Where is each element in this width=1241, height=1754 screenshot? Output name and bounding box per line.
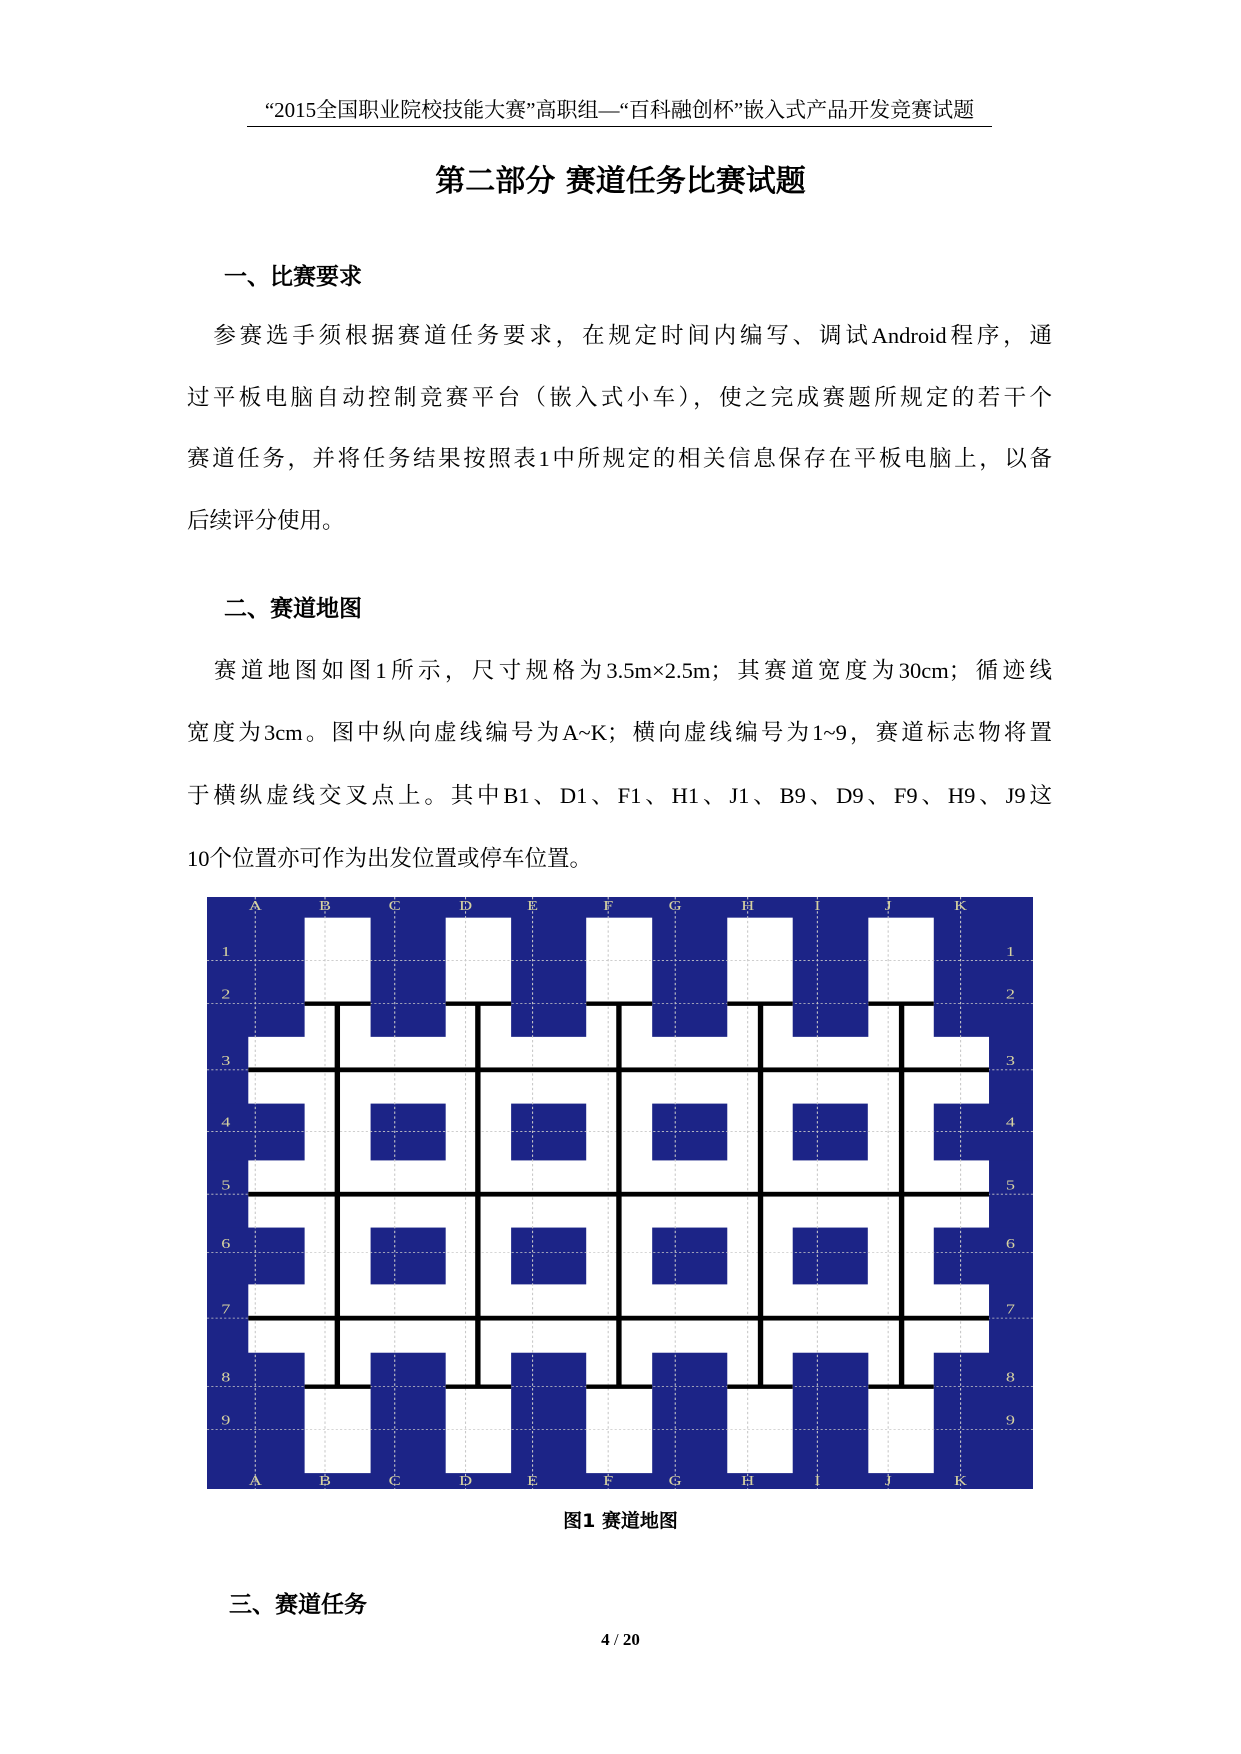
column-label: B (318, 899, 332, 914)
side-notch (934, 1104, 1033, 1161)
row-label: 4 (1005, 1115, 1016, 1131)
column-label: I (814, 899, 821, 914)
column-label: F (603, 899, 614, 914)
track-line-vertical (758, 1003, 763, 1386)
column-label: J (884, 1474, 892, 1489)
row-label: 3 (1005, 1054, 1016, 1069)
column-label: E (527, 899, 539, 914)
inner-block (511, 1104, 586, 1161)
column-label: J (884, 899, 892, 914)
row-label: 9 (1005, 1413, 1016, 1429)
column-label: F (603, 1474, 614, 1489)
page-total: 20 (622, 1630, 640, 1649)
inner-block (793, 1104, 868, 1161)
page-separator: / (613, 1630, 619, 1649)
column-label: G (668, 899, 682, 914)
track-line-vertical (335, 1003, 340, 1386)
section1-heading: 一、比赛要求 (224, 264, 362, 290)
row-label: 1 (221, 944, 231, 960)
inner-block (652, 1104, 727, 1161)
column-label: B (318, 1474, 332, 1489)
inner-block (793, 1228, 868, 1285)
column-label: E (527, 1474, 539, 1489)
row-label: 6 (221, 1236, 231, 1252)
section3-heading: 三、赛道任务 (229, 1592, 367, 1618)
row-label: 5 (1005, 1178, 1016, 1193)
row-label: 6 (1005, 1236, 1016, 1252)
inner-block (511, 1228, 586, 1285)
paragraph-line: 于横纵虚线交叉点上。其中B1、D1、F1、H1、J1、B9、D9、F9、H9、J9这 (187, 783, 1052, 808)
page-number (0, 1630, 1241, 1650)
side-notch (934, 1228, 1033, 1285)
row-label: 1 (1005, 944, 1016, 960)
track-line-vertical (475, 1003, 480, 1386)
row-label: 8 (1005, 1370, 1016, 1386)
page-current: 4 (601, 1630, 610, 1649)
column-label: C (388, 899, 401, 914)
row-label: 7 (1005, 1302, 1016, 1317)
column-label: I (814, 1474, 821, 1489)
paragraph-line: 过平板电脑自动控制竞赛平台（嵌入式小车），使之完成赛题所规定的若干个 (187, 385, 1052, 410)
section2-heading: 二、赛道地图 (224, 596, 362, 622)
column-label: A (248, 1474, 262, 1489)
column-label: K (954, 1474, 968, 1489)
paragraph-line: 宽度为3cm。图中纵向虚线编号为A~K；横向虚线编号为1~9，赛道标志物将置 (187, 720, 1052, 745)
figure-caption: 图1 赛道地图 (563, 1510, 678, 1532)
paragraph-line: 10个位置亦可作为出发位置或停车位置。 (187, 846, 593, 871)
paragraph-line: 赛道任务，并将任务结果按照表1中所规定的相关信息保存在平板电脑上，以备 (187, 446, 1052, 471)
inner-block (371, 1104, 446, 1161)
track-line-vertical (616, 1003, 621, 1386)
column-label: D (458, 899, 473, 914)
column-label: D (458, 1474, 473, 1489)
page-header: “2015全国职业院校技能大赛”高职组—“百科融创杯”嵌入式产品开发竞赛试题 (247, 94, 992, 127)
inner-block (371, 1228, 446, 1285)
column-label: G (668, 1474, 682, 1489)
row-label: 2 (221, 987, 231, 1003)
row-label: 4 (221, 1115, 231, 1131)
row-label: 9 (221, 1413, 231, 1429)
paragraph-line: 参赛选手须根据赛道任务要求，在规定时间内编写、调试Android程序，通 (187, 323, 1052, 348)
track-map (207, 897, 1033, 1489)
column-label: H (741, 1474, 755, 1489)
inner-block (652, 1228, 727, 1285)
row-label: 3 (221, 1054, 231, 1069)
row-label: 7 (221, 1302, 231, 1317)
row-label: 5 (221, 1178, 231, 1193)
column-label: H (741, 899, 755, 914)
column-label: A (248, 899, 262, 914)
row-label: 2 (1005, 987, 1016, 1003)
column-label: K (954, 899, 968, 914)
column-label: C (388, 1474, 401, 1489)
paragraph-line: 赛道地图如图1所示，尺寸规格为3.5m×2.5m；其赛道宽度为30cm；循迹线 (187, 658, 1052, 683)
row-label: 8 (221, 1370, 231, 1386)
page-title: 第二部分 赛道任务比赛试题 (435, 164, 806, 199)
paragraph-line: 后续评分使用。 (187, 508, 345, 533)
track-line-vertical (899, 1003, 904, 1386)
